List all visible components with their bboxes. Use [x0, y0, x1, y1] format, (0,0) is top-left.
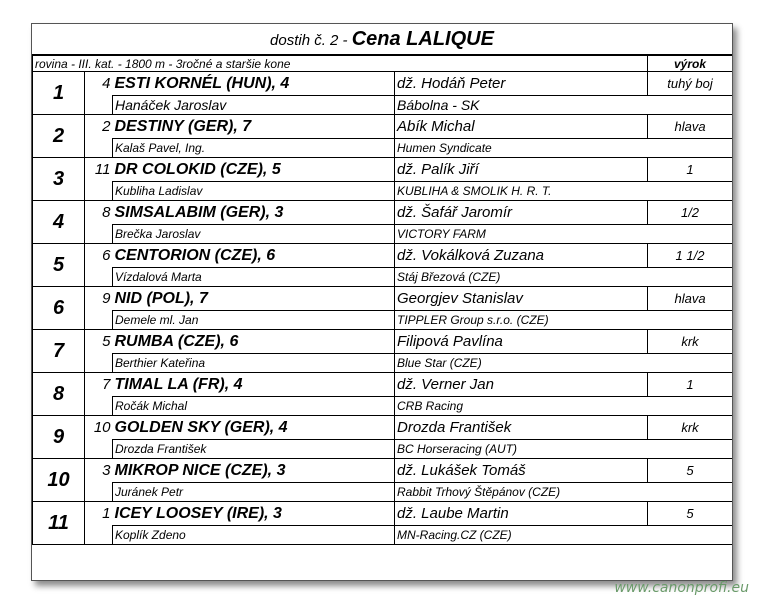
empty-cell [85, 483, 113, 502]
trainer-name: Ročák Michal [113, 397, 395, 416]
place-number: 3 [33, 158, 85, 201]
empty-cell [85, 96, 113, 115]
place-number: 9 [33, 416, 85, 459]
empty-cell [85, 139, 113, 158]
rider-name: dž. Verner Jan [395, 373, 648, 397]
rider-name: Georgjev Stanislav [395, 287, 648, 311]
empty-cell [85, 225, 113, 244]
result-row-detail [33, 268, 733, 287]
result-row-detail [33, 440, 733, 459]
owner-name: TIPPLER Group s.r.o. (CZE) [395, 311, 733, 330]
result-row [33, 201, 733, 225]
result-row-detail [33, 311, 733, 330]
results-sheet [31, 23, 733, 581]
empty-cell [85, 397, 113, 416]
horse-name: MIKROP NICE (CZE), 3 [113, 459, 395, 483]
watermark: www.canonprofi.eu [614, 580, 749, 596]
owner-name: Stáj Březová (CZE) [395, 268, 733, 287]
trainer-name: Koplík Zdeno [113, 526, 395, 545]
horse-name: DESTINY (GER), 7 [113, 115, 395, 139]
empty-cell [85, 268, 113, 287]
rider-name: Filipová Pavlína [395, 330, 648, 354]
owner-name: Humen Syndicate [395, 139, 733, 158]
place-number: 6 [33, 287, 85, 330]
start-number: 11 [85, 158, 113, 182]
result-row [33, 373, 733, 397]
rider-name: dž. Hodáň Peter [395, 72, 648, 96]
owner-name: VICTORY FARM [395, 225, 733, 244]
race-title [32, 24, 732, 55]
horse-name: TIMAL LA (FR), 4 [113, 373, 395, 397]
result-row [33, 244, 733, 268]
result-row-detail [33, 139, 733, 158]
results-table [32, 55, 733, 545]
rider-name: dž. Šafář Jaromír [395, 201, 648, 225]
margin-value: 1 [648, 158, 733, 182]
horse-name: CENTORION (CZE), 6 [113, 244, 395, 268]
owner-name: KUBLIHA & SMOLIK H. R. T. [395, 182, 733, 201]
start-number: 1 [85, 502, 113, 526]
start-number: 5 [85, 330, 113, 354]
start-number: 7 [85, 373, 113, 397]
place-number: 7 [33, 330, 85, 373]
horse-name: DR COLOKID (CZE), 5 [113, 158, 395, 182]
race-title-prefix: dostih č. 2 - [270, 32, 352, 49]
rider-name: dž. Lukášek Tomáš [395, 459, 648, 483]
empty-cell [85, 526, 113, 545]
result-row-detail [33, 225, 733, 244]
result-row-detail [33, 483, 733, 502]
trainer-name: Drozda František [113, 440, 395, 459]
result-row-detail [33, 354, 733, 373]
place-number: 8 [33, 373, 85, 416]
place-number: 1 [33, 72, 85, 115]
place-number: 4 [33, 201, 85, 244]
owner-name: CRB Racing [395, 397, 733, 416]
margin-value: 1 [648, 373, 733, 397]
trainer-name: Hanáček Jaroslav [113, 96, 395, 115]
owner-name: MN-Racing.CZ (CZE) [395, 526, 733, 545]
race-title-name: Cena LALIQUE [351, 28, 494, 50]
place-number: 10 [33, 459, 85, 502]
rider-name: dž. Palík Jiří [395, 158, 648, 182]
trainer-name: Berthier Kateřina [113, 354, 395, 373]
owner-name: Rabbit Trhový Štěpánov (CZE) [395, 483, 733, 502]
margin-value: 5 [648, 502, 733, 526]
place-number: 11 [33, 502, 85, 545]
horse-name: GOLDEN SKY (GER), 4 [113, 416, 395, 440]
start-number: 4 [85, 72, 113, 96]
start-number: 3 [85, 459, 113, 483]
start-number: 10 [85, 416, 113, 440]
horse-name: RUMBA (CZE), 6 [113, 330, 395, 354]
conditions-row [33, 56, 733, 72]
race-conditions: rovina - III. kat. - 1800 m - 3ročné a staršie kone [33, 56, 648, 72]
rider-name: dž. Vokálková Zuzana [395, 244, 648, 268]
owner-name: Bábolna - SK [395, 96, 733, 115]
result-row [33, 287, 733, 311]
start-number: 6 [85, 244, 113, 268]
rider-name: dž. Laube Martin [395, 502, 648, 526]
margin-value: 1 1/2 [648, 244, 733, 268]
rider-name: Drozda František [395, 416, 648, 440]
trainer-name: Juránek Petr [113, 483, 395, 502]
margin-value: krk [648, 416, 733, 440]
result-row [33, 459, 733, 483]
place-number: 2 [33, 115, 85, 158]
margin-value: tuhý boj [648, 72, 733, 96]
horse-name: ICEY LOOSEY (IRE), 3 [113, 502, 395, 526]
result-row [33, 158, 733, 182]
start-number: 8 [85, 201, 113, 225]
result-row-detail [33, 96, 733, 115]
trainer-name: Brečka Jaroslav [113, 225, 395, 244]
margin-value: 5 [648, 459, 733, 483]
result-row [33, 115, 733, 139]
margin-value: hlava [648, 287, 733, 311]
empty-cell [85, 354, 113, 373]
owner-name: BC Horseracing (AUT) [395, 440, 733, 459]
horse-name: NID (POL), 7 [113, 287, 395, 311]
horse-name: ESTI KORNÉL (HUN), 4 [113, 72, 395, 96]
margin-value: 1/2 [648, 201, 733, 225]
start-number: 2 [85, 115, 113, 139]
trainer-name: Kubliha Ladislav [113, 182, 395, 201]
result-row-detail [33, 397, 733, 416]
empty-cell [85, 182, 113, 201]
margin-value: krk [648, 330, 733, 354]
trainer-name: Kalaš Pavel, Ing. [113, 139, 395, 158]
trainer-name: Demele ml. Jan [113, 311, 395, 330]
horse-name: SIMSALABIM (GER), 3 [113, 201, 395, 225]
margin-header: výrok [648, 56, 733, 72]
result-row [33, 72, 733, 96]
place-number: 5 [33, 244, 85, 287]
empty-cell [85, 440, 113, 459]
result-row-detail [33, 526, 733, 545]
result-row [33, 416, 733, 440]
start-number: 9 [85, 287, 113, 311]
result-row-detail [33, 182, 733, 201]
empty-cell [85, 311, 113, 330]
rider-name: Abík Michal [395, 115, 648, 139]
margin-value: hlava [648, 115, 733, 139]
result-row [33, 330, 733, 354]
trainer-name: Vízdalová Marta [113, 268, 395, 287]
owner-name: Blue Star (CZE) [395, 354, 733, 373]
result-row [33, 502, 733, 526]
